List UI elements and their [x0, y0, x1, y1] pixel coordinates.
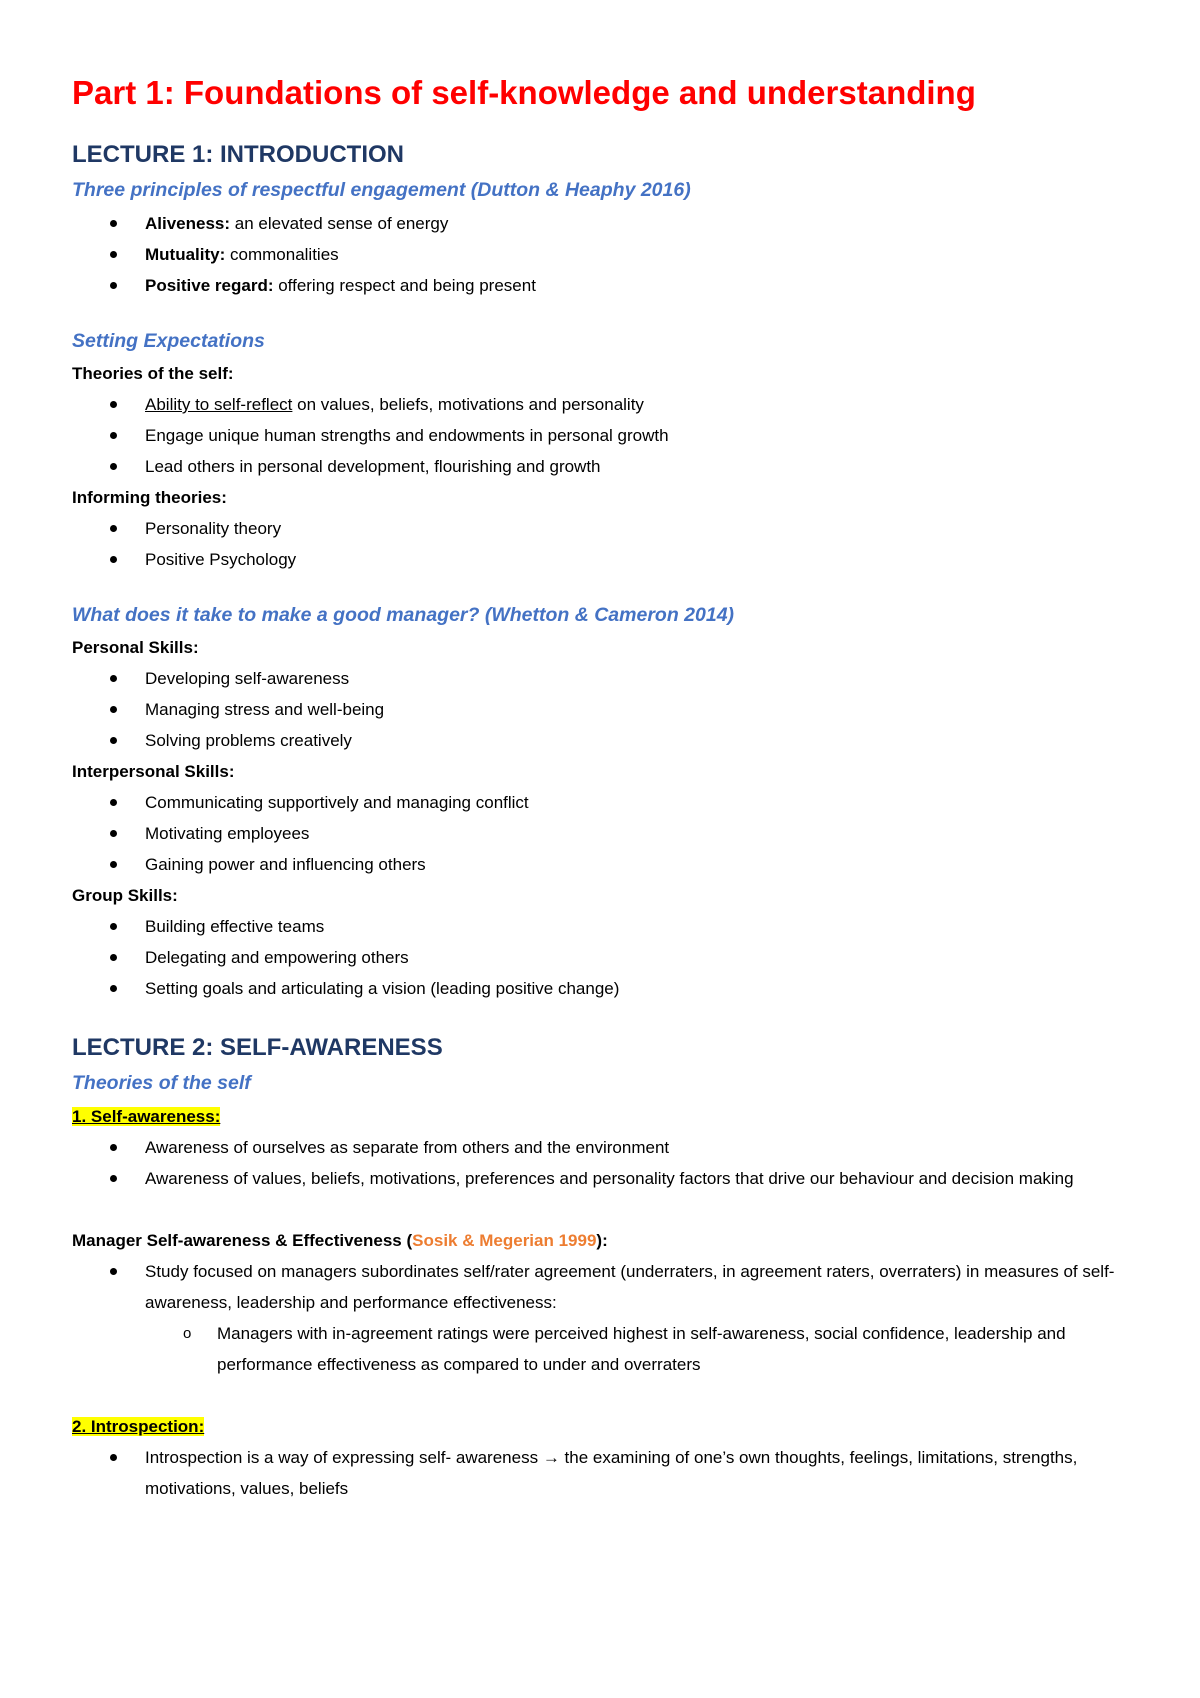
item-term: Mutuality: [145, 244, 226, 264]
item-term: Aliveness: [145, 213, 231, 233]
theories-of-self-heading: Theories of the self [72, 1072, 251, 1095]
item-text: offering respect and being present [273, 275, 536, 295]
manager-sa-sublist [145, 1318, 1128, 1380]
group-skills-label: Group Skills: [72, 886, 178, 906]
item-text: an elevated sense of energy [230, 213, 449, 233]
personal-skills-label: Personal Skills: [72, 638, 199, 658]
list-item: Awareness of values, beliefs, motivations, preferences and personality factors that drive our behaviour and decision making [145, 1163, 1128, 1194]
list-item: Building effective teams [145, 911, 1128, 942]
theories-label: Theories of the self: [72, 363, 234, 383]
interpersonal-skills-list [72, 787, 1128, 880]
lecture-1-heading: LECTURE 1: INTRODUCTION [72, 141, 404, 169]
introspection-label-row [72, 1411, 1128, 1442]
personal-skills-list [72, 663, 1128, 756]
list-item [145, 270, 1128, 301]
manager-sa-label [72, 1225, 1128, 1256]
list-item [145, 1442, 1128, 1504]
sub-list-item: o Managers with in-agreement ratings were perceived highest in self-awareness, social confidence, leadership and performance effectiveness as compared to under and overraters [217, 1318, 1128, 1380]
citation: Sosik & Megerian 1999 [412, 1230, 597, 1250]
arrow-right-icon: → [542, 1447, 560, 1467]
list-item: Communicating supportively and managing conflict [145, 787, 1128, 818]
group-skills-list [72, 911, 1128, 1004]
list-item: Developing self-awareness [145, 663, 1128, 694]
list-item [145, 208, 1128, 239]
item-text-end: the examining of one’s own thoughts, feelings, limitations, strengths, motivations, values, beliefs [145, 1447, 1078, 1498]
list-item: Managing stress and well-being [145, 694, 1128, 725]
lecture-2-heading: LECTURE 2: SELF-AWARENESS [72, 1034, 443, 1062]
informing-label: Informing theories: [72, 487, 227, 507]
introspection-label: 2. Introspection: [72, 1416, 205, 1436]
item-underlined: Ability to self-reflect [145, 394, 293, 414]
list-item [145, 389, 1128, 420]
list-item: Solving problems creatively [145, 725, 1128, 756]
item-text: Study focused on managers subordinates self/rater agreement (underraters, in agreement raters, overraters) in measures of self-awareness, leadership and performance effectiveness: [145, 1261, 1115, 1312]
self-awareness-label: 1. Self-awareness: [72, 1106, 221, 1126]
list-item: Lead others in personal development, flourishing and growth [145, 451, 1128, 482]
informing-list [72, 513, 1128, 575]
manager-heading: What does it take to make a good manager? (Whetton & Cameron 2014) [72, 603, 735, 626]
list-item: Motivating employees [145, 818, 1128, 849]
list-item [145, 1256, 1128, 1380]
principles-heading: Three principles of respectful engagement (Dutton & Heaphy 2016) [72, 179, 691, 202]
item-term: Positive regard: [145, 275, 274, 295]
principles-list [72, 208, 1128, 301]
part-title: Part 1: Foundations of self-knowledge and understanding [72, 74, 976, 111]
interpersonal-skills-label: Interpersonal Skills: [72, 762, 235, 782]
expectations-heading: Setting Expectations [72, 329, 265, 352]
manager-sa-label-start: Manager Self-awareness & Effectiveness ( [72, 1230, 413, 1250]
list-item: Delegating and empowering others [145, 942, 1128, 973]
self-awareness-list [72, 1132, 1128, 1194]
manager-sa-label-end: ): [596, 1230, 608, 1250]
item-text-start: Introspection is a way of expressing self- awareness [145, 1447, 543, 1467]
list-item: Positive Psychology [145, 544, 1128, 575]
list-item [145, 239, 1128, 270]
list-item: Personality theory [145, 513, 1128, 544]
list-item: Setting goals and articulating a vision (leading positive change) [145, 973, 1128, 1004]
self-awareness-label-row [72, 1101, 1128, 1132]
introspection-list [72, 1442, 1128, 1504]
list-item: Gaining power and influencing others [145, 849, 1128, 880]
manager-sa-list [72, 1256, 1128, 1380]
list-item: Engage unique human strengths and endowments in personal growth [145, 420, 1128, 451]
item-text: commonalities [225, 244, 339, 264]
theories-list [72, 389, 1128, 482]
item-text: on values, beliefs, motivations and personality [292, 394, 644, 414]
list-item: Awareness of ourselves as separate from others and the environment [145, 1132, 1128, 1163]
